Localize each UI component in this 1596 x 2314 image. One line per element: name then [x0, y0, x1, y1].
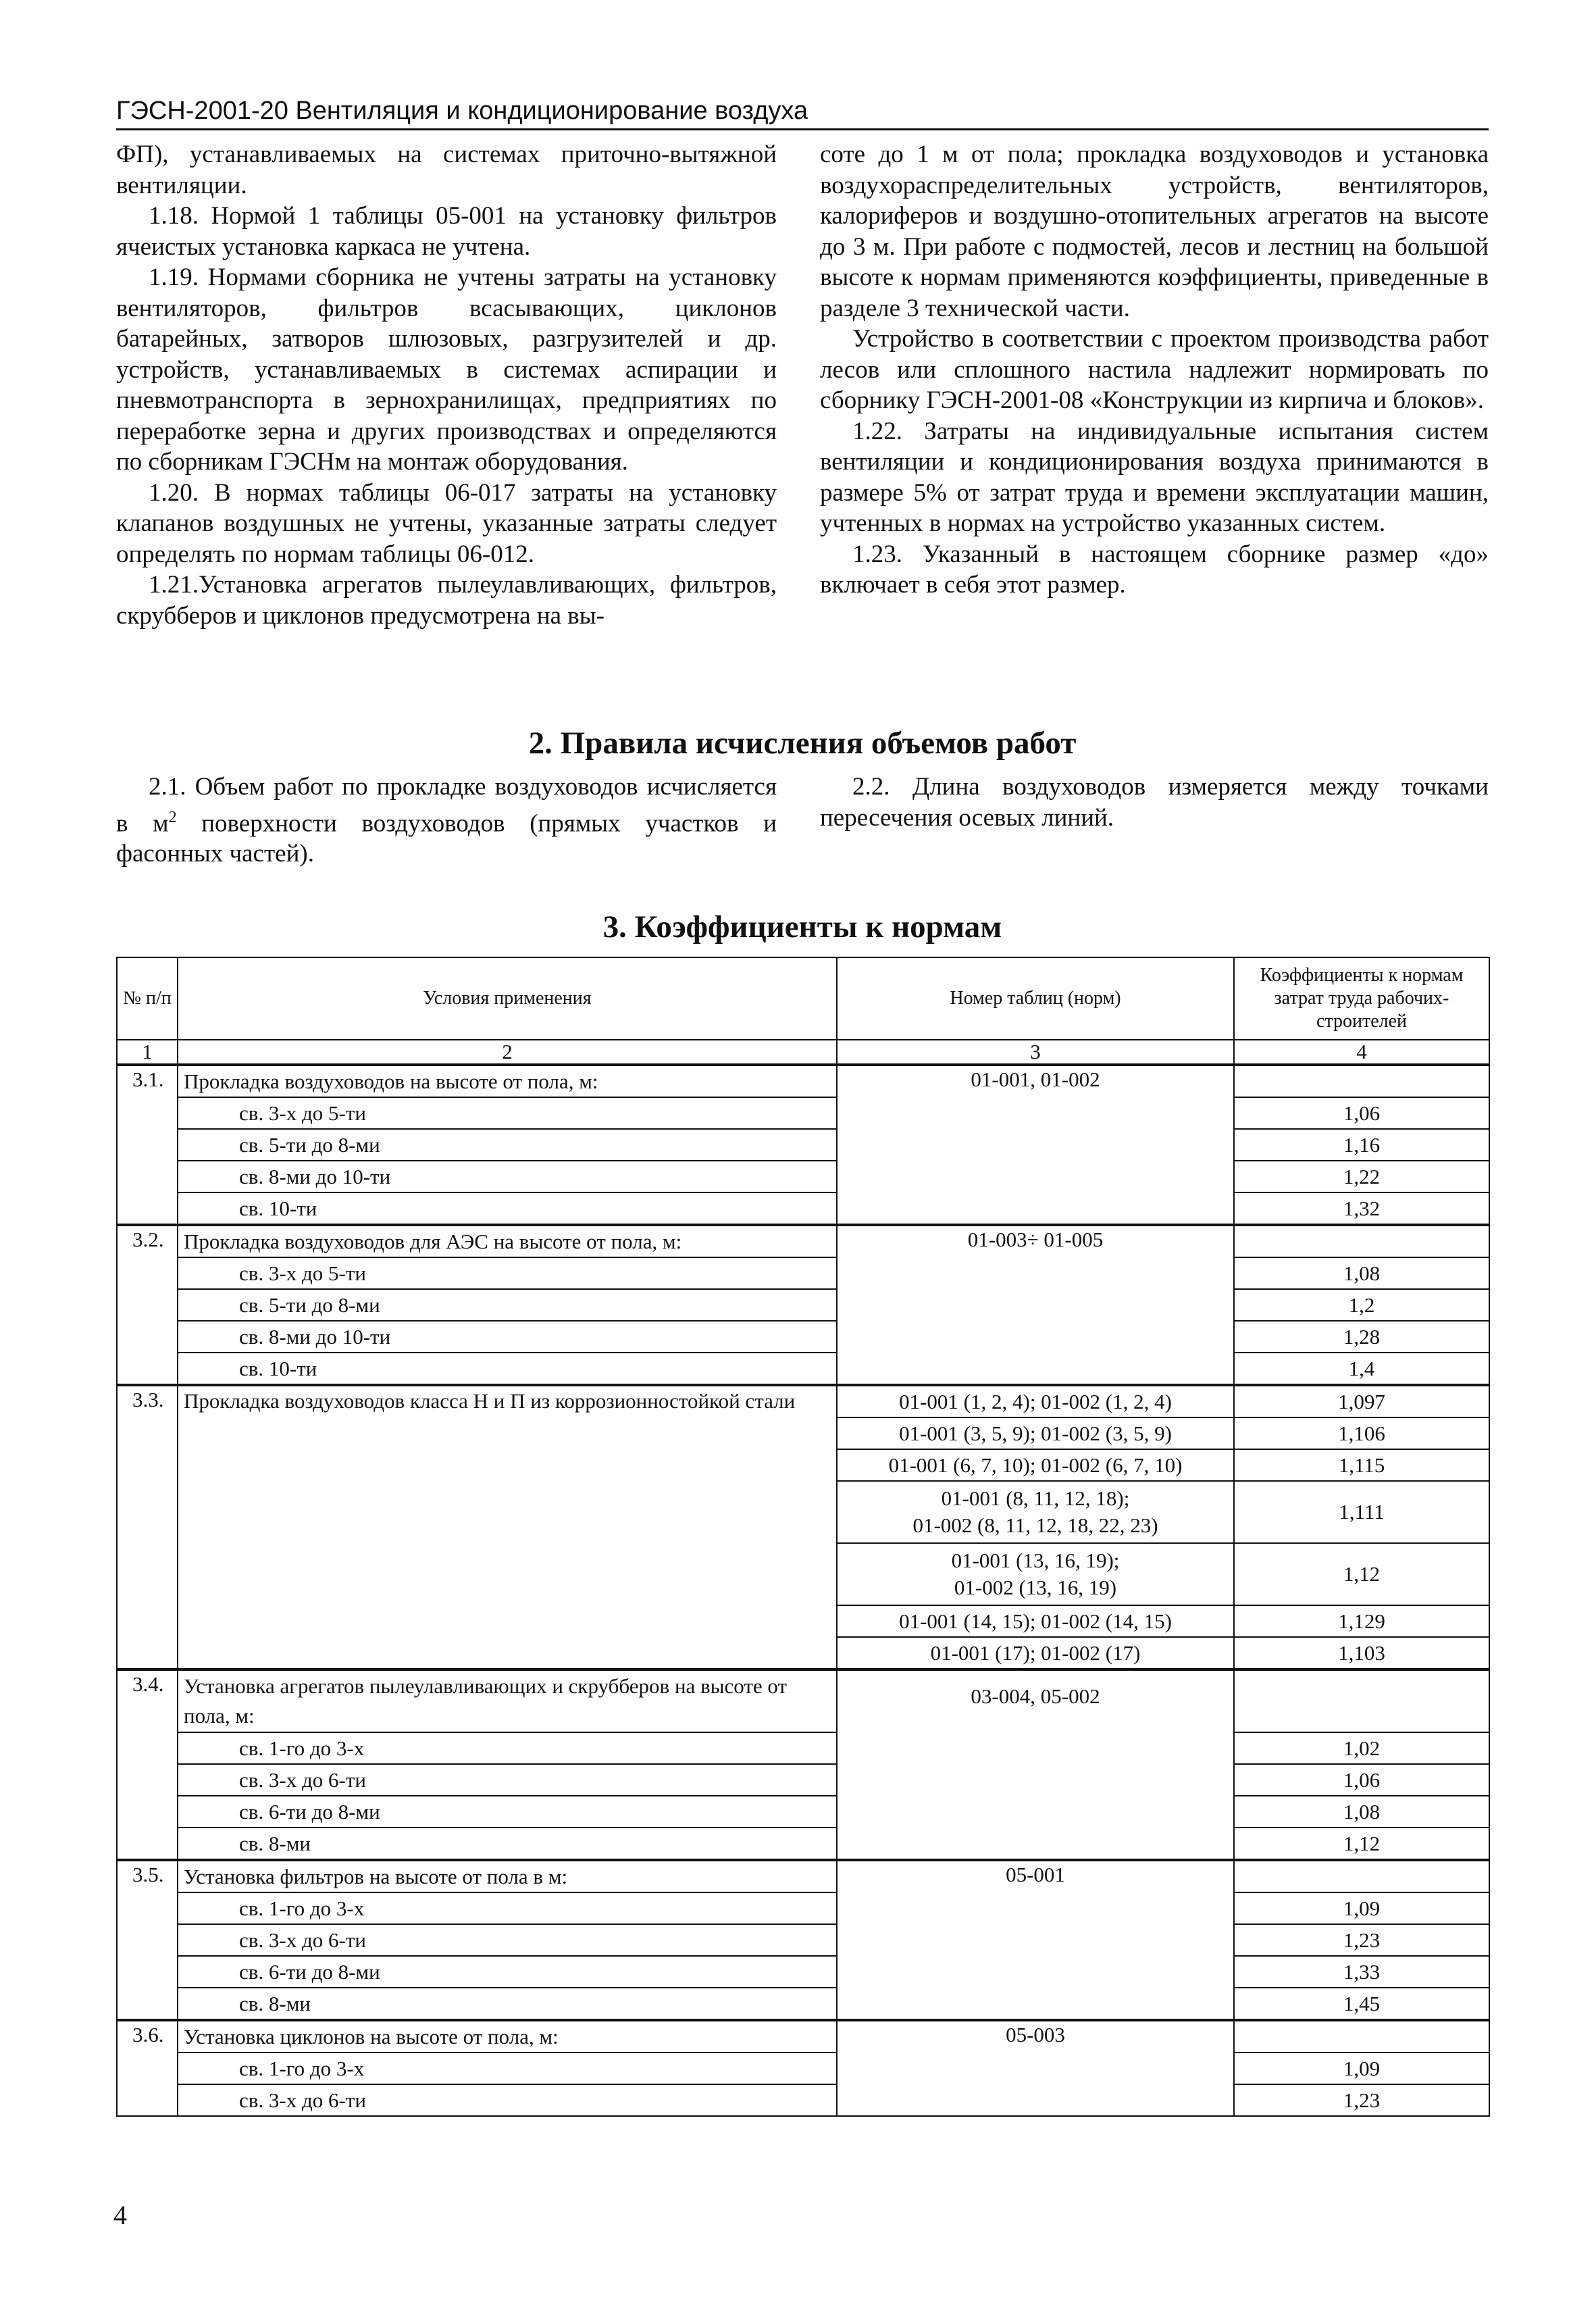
tables-cell: 01-001, 01-002 — [837, 1065, 1234, 1225]
condition-cell: Установка циклонов на высоте от пола, м: — [178, 2020, 837, 2053]
header-num: № п/п — [117, 957, 178, 1040]
paragraph-2-1-text: 2.1. Объем работ по прокладке воздуховодов исчисляется в м — [116, 773, 777, 837]
coef-cell — [1234, 1860, 1489, 1892]
tables-line: 01-001 (13, 16, 19); — [951, 1549, 1120, 1572]
table-row — [117, 1796, 1489, 1828]
coef-cell — [1234, 2020, 1489, 2053]
coef-cell: 1,12 — [1234, 1543, 1489, 1605]
row-number: 3.2. — [117, 1225, 178, 1385]
paragraph-1-19: 1.19. Нормами сборника не учтены затраты на установку вентиляторов, фильтров всасывающих, циклонов батарейных, затворов шлюзовых, разгрузителей и др. устройств, устанавливаемых в системах аспирации и пневмотранспорта в зернохранилищах, предприятиях по переработке зерна и других производствах и определяются по сборникам ГЭСНм на монтаж оборудования. — [116, 263, 777, 476]
row-number: 3.1. — [117, 1065, 178, 1225]
table-row — [117, 1956, 1489, 1988]
section-2-right — [820, 772, 1489, 833]
paragraph-1-23: 1.23. Указанный в настоящем сборнике размер «до» включает в себя этот размер. — [820, 540, 1489, 599]
table-row — [117, 1892, 1489, 1924]
tables-line: 01-001 (8, 11, 12, 18); — [941, 1486, 1130, 1510]
paragraph-1-20: 1.20. В нормах таблицы 06-017 затраты на установку клапанов воздушных не учтены, указанные затраты следует определять по нормам таблицы 06-012. — [116, 478, 777, 568]
tables-cell: 01-001 (14, 15); 01-002 (14, 15) — [837, 1605, 1234, 1637]
condition-cell: св. 8-ми до 10-ти — [178, 1321, 837, 1353]
paragraph-scaffolding: Устройство в соответствии с проектом производства работ лесов или сплошного настила надлежит нормировать по сборнику ГЭСН-2001-08 «Конструкции из кирпича и блоков». — [820, 325, 1489, 414]
condition-cell: св. 10-ти — [178, 1353, 837, 1385]
header-coef: Коэффициенты к нормам затрат труда рабочих-строителей — [1234, 957, 1489, 1040]
condition-cell: св. 6-ти до 8-ми — [178, 1956, 837, 1988]
header-tables: Номер таблиц (норм) — [837, 957, 1234, 1040]
col-number: 2 — [178, 1040, 837, 1065]
coef-cell: 1,06 — [1234, 1097, 1489, 1129]
table-row — [117, 1161, 1489, 1192]
table-row — [117, 2020, 1489, 2053]
section-3-title: 3. Коэффициенты к нормам — [602, 909, 1002, 945]
tables-line: 01-002 (8, 11, 12, 18, 22, 23) — [912, 1513, 1158, 1537]
coef-cell: 1,22 — [1234, 1161, 1489, 1192]
coef-cell: 1,4 — [1234, 1353, 1489, 1385]
table-row — [117, 1924, 1489, 1956]
table-row — [117, 1257, 1489, 1289]
section-2-left — [116, 772, 777, 870]
row-number: 3.6. — [117, 2020, 178, 2116]
coef-cell: 1,32 — [1234, 1192, 1489, 1225]
paragraph-1-21: 1.21.Установка агрегатов пылеулавливающих, фильтров, скрубберов и циклонов предусмотрена на вы- — [116, 571, 777, 630]
table-row — [117, 1764, 1489, 1796]
table-row — [117, 1385, 1489, 1417]
table-row — [117, 1097, 1489, 1129]
coef-cell: 1,06 — [1234, 1764, 1489, 1796]
tables-cell: 01-001 (6, 7, 10); 01-002 (6, 7, 10) — [837, 1449, 1234, 1481]
condition-cell: св. 3-х до 6-ти — [178, 1924, 837, 1956]
condition-cell: Прокладка воздуховодов класса Н и П из коррозионностойкой стали — [178, 1385, 837, 1669]
tables-cell: 03-004, 05-002 — [837, 1669, 1234, 1860]
coef-cell: 1,08 — [1234, 1257, 1489, 1289]
condition-cell: св. 3-х до 5-ти — [178, 1257, 837, 1289]
section-2-title: 2. Правила исчисления объемов работ — [528, 726, 1077, 761]
col-number: 4 — [1234, 1040, 1489, 1065]
coef-cell: 1,103 — [1234, 1637, 1489, 1669]
condition-cell: Установка агрегатов пылеулавливающих и скрубберов на высоте от пола, м: — [178, 1669, 837, 1732]
coef-cell: 1,45 — [1234, 1988, 1489, 2020]
condition-cell: Прокладка воздуховодов на высоте от пола, м: — [178, 1065, 837, 1097]
tables-cell: 05-001 — [837, 1860, 1234, 2020]
condition-cell: св. 3-х до 6-ти — [178, 2084, 837, 2116]
coef-cell: 1,09 — [1234, 2053, 1489, 2084]
coef-cell: 1,16 — [1234, 1129, 1489, 1161]
condition-cell: св. 1-го до 3-х — [178, 1732, 837, 1764]
coef-cell — [1234, 1669, 1489, 1732]
left-column — [116, 139, 777, 631]
paragraph-1-18: 1.18. Нормой 1 таблицы 05-001 на установку фильтров ячеистых установка каркаса не учтена. — [116, 202, 777, 261]
tables-line: 01-002 (13, 16, 19) — [954, 1576, 1117, 1599]
condition-cell: св. 8-ми — [178, 1988, 837, 2020]
coef-cell: 1,129 — [1234, 1605, 1489, 1637]
paragraph: соте до 1 м от пола; прокладка воздуховодов и установка воздухораспределительных устройств, вентиляторов, калориферов и воздушно-отопительных агрегатов на высоте до 3 м. При работе с подмостей, лесов и лестниц на большой высоте к нормам применяются коэффициенты, приведенные в разделе 3 технической части. — [820, 141, 1489, 322]
tables-cell: 01-001 (3, 5, 9); 01-002 (3, 5, 9) — [837, 1417, 1234, 1449]
column-number-row — [117, 1040, 1489, 1065]
coef-cell: 1,097 — [1234, 1385, 1489, 1417]
table-row — [117, 1289, 1489, 1321]
table-row — [117, 1669, 1489, 1732]
table-row — [117, 1129, 1489, 1161]
condition-cell: св. 5-ти до 8-ми — [178, 1289, 837, 1321]
coef-cell — [1234, 1225, 1489, 1257]
coef-cell: 1,111 — [1234, 1481, 1489, 1543]
tables-cell: 01-001 (17); 01-002 (17) — [837, 1637, 1234, 1669]
condition-cell: св. 3-х до 5-ти — [178, 1097, 837, 1129]
coef-cell: 1,106 — [1234, 1417, 1489, 1449]
condition-cell: св. 6-ти до 8-ми — [178, 1796, 837, 1828]
running-header: ГЭСН-2001-20 Вентиляция и кондиционирование воздуха — [116, 95, 1489, 130]
tables-cell: 01-001 (1, 2, 4); 01-002 (1, 2, 4) — [837, 1385, 1234, 1417]
table-row — [117, 2084, 1489, 2116]
paragraph-1-22: 1.22. Затраты на индивидуальные испытания систем вентиляции и кондиционирования воздуха принимаются в размере 5% от затрат труда и времени эксплуатации машин, учтенных в нормах на устройство указанных систем. — [820, 417, 1489, 537]
table-row — [117, 1860, 1489, 1892]
coef-cell: 1,08 — [1234, 1796, 1489, 1828]
row-number: 3.5. — [117, 1860, 178, 2020]
table-header-row — [117, 957, 1489, 1040]
paragraph-2-2: 2.2. Длина воздуховодов измеряется между точками пересечения осевых линий. — [820, 773, 1489, 832]
condition-cell: Прокладка воздуховодов для АЭС на высоте от пола, м: — [178, 1225, 837, 1257]
coef-cell: 1,23 — [1234, 1924, 1489, 1956]
tables-cell — [837, 1481, 1234, 1543]
coef-cell: 1,12 — [1234, 1828, 1489, 1860]
table-row — [117, 1732, 1489, 1764]
row-number: 3.4. — [117, 1669, 178, 1860]
condition-cell: св. 1-го до 3-х — [178, 1892, 837, 1924]
paragraph-2-1-tail: поверхности воздуховодов (прямых участков и фасонных частей). — [116, 809, 777, 868]
table-row — [117, 1828, 1489, 1860]
coef-cell: 1,09 — [1234, 1892, 1489, 1924]
coef-cell — [1234, 1065, 1489, 1097]
table-row — [117, 1988, 1489, 2020]
tables-cell: 05-003 — [837, 2020, 1234, 2116]
coef-cell: 1,02 — [1234, 1732, 1489, 1764]
coef-cell: 1,115 — [1234, 1449, 1489, 1481]
col-number: 3 — [837, 1040, 1234, 1065]
table-row — [117, 1065, 1489, 1097]
table-row — [117, 1353, 1489, 1385]
table-row — [117, 2053, 1489, 2084]
coef-cell: 1,33 — [1234, 1956, 1489, 1988]
header-conditions: Условия применения — [178, 957, 837, 1040]
tables-cell — [837, 1543, 1234, 1605]
condition-cell: св. 5-ти до 8-ми — [178, 1129, 837, 1161]
condition-cell: Установка фильтров на высоте от пола в м: — [178, 1860, 837, 1892]
row-number: 3.3. — [117, 1385, 178, 1669]
col-number: 1 — [117, 1040, 178, 1065]
tables-cell: 01-003÷ 01-005 — [837, 1225, 1234, 1385]
condition-cell: св. 10-ти — [178, 1192, 837, 1225]
right-column — [820, 139, 1489, 601]
coef-cell: 1,28 — [1234, 1321, 1489, 1353]
unit-superscript: 2 — [168, 808, 177, 826]
paragraph: ФП), устанавливаемых на системах приточно-вытяжной вентиляции. — [116, 141, 777, 199]
condition-cell: св. 8-ми до 10-ти — [178, 1161, 837, 1192]
coefficients-table — [116, 957, 1490, 2117]
coef-cell: 1,23 — [1234, 2084, 1489, 2116]
paragraph-2-1 — [116, 772, 777, 870]
table-row — [117, 1225, 1489, 1257]
table-row — [117, 1321, 1489, 1353]
condition-cell: св. 3-х до 6-ти — [178, 1764, 837, 1796]
coef-cell: 1,2 — [1234, 1289, 1489, 1321]
page-number: 4 — [113, 2200, 127, 2230]
condition-cell: св. 8-ми — [178, 1828, 837, 1860]
table-row — [117, 1192, 1489, 1225]
condition-cell: св. 1-го до 3-х — [178, 2053, 837, 2084]
